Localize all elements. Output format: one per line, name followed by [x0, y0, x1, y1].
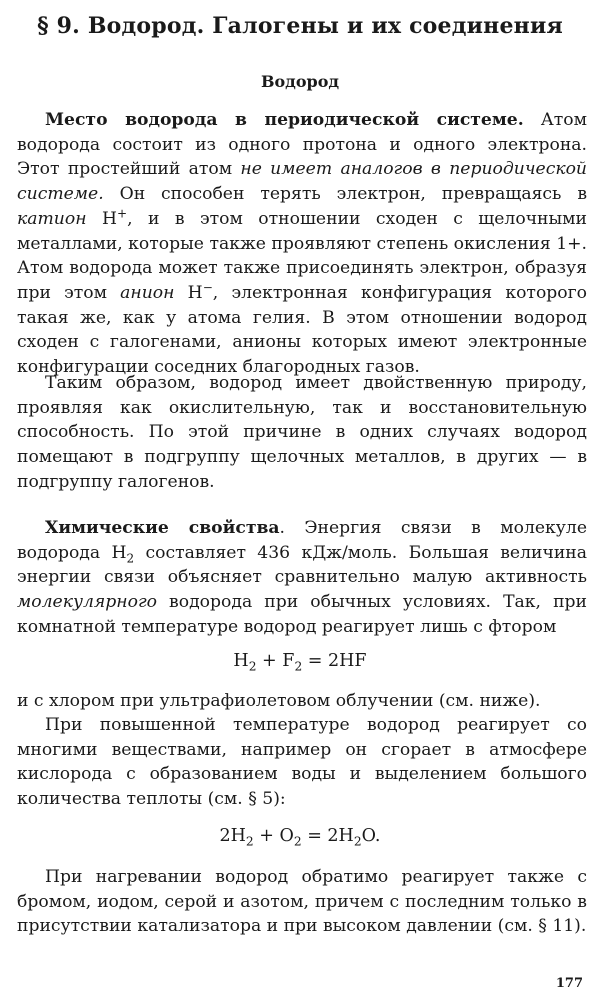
equation-h2-f2: $H_2 + F_2 = 2HF$	[233, 651, 367, 674]
paragraph-chemical-properties: Химические свойства. Энергия связи в молекуле водорода $H_2$ составляет 436 кДж/моль. Большая величина энергии связи объясняет сравнительно малую активность молекулярного водорода при обычных условиях. Так, при комнатной температуре водород реагирует лишь с фтором	[17, 518, 588, 637]
emphasis: анион	[120, 282, 175, 303]
paragraph-dual-nature: Таким образом, водород имеет двойственную природу, проявляя как окислительную, так и восстановительную способность. По этой причине в одних случаях водород помещают в подгруппу щелочных металлов, в других — в подгруппу галогенов.	[17, 373, 587, 492]
paragraph-heading: Химические свойства	[45, 518, 280, 538]
subsection-title: Водород	[260, 72, 340, 91]
emphasis: молекулярного	[17, 592, 157, 613]
paragraph-high-temperature: При повышенной температуре водород реагирует со многими веществами, например он сгорает в атмосфере кислорода с образованием воды и выделением большого количества теплоты (см. § 5):	[17, 715, 587, 810]
emphasis: катион	[17, 208, 87, 229]
paragraph-periodic-position: Место водорода в периодической системе. Атом водорода состоит из одного протона и одного электрона. Этот простейший атом не имеет аналогов в периодической системе. Он способен терять электрон, превращаясь в катион H+, и в этом отношении сходен с щелочными металлами, которые также проявляют степень окисления 1+. Атом водорода может также присоединять электрон, образуя при этом анион H−, электронная конфигурация которого такая же, как у атома гелия. В этом отношении водород сходен с галогенами, анионы которых имеют электронные конфигурации соседних благородных газов.	[17, 110, 588, 378]
page-number: 177	[555, 976, 583, 991]
paragraph-chlorine: и с хлором при ультрафиолетовом облучении (см. ниже).	[17, 691, 541, 711]
emphasis: не имеет аналогов в периодической системе.	[17, 159, 587, 205]
paragraph-heating-reactions: При нагревании водород обратимо реагирует также с бромом, иодом, серой и азотом, причем с последним только в присутствии катализатора и при высоком давлении (см. § 11).	[17, 867, 587, 937]
equation-h2-o2: $2H_2 + O_2 = 2H_2O$.	[219, 826, 381, 849]
paragraph-heading: Место водорода в периодической системе.	[45, 110, 524, 130]
section-title: § 9. Водород. Галогены и их соединения	[37, 13, 563, 39]
